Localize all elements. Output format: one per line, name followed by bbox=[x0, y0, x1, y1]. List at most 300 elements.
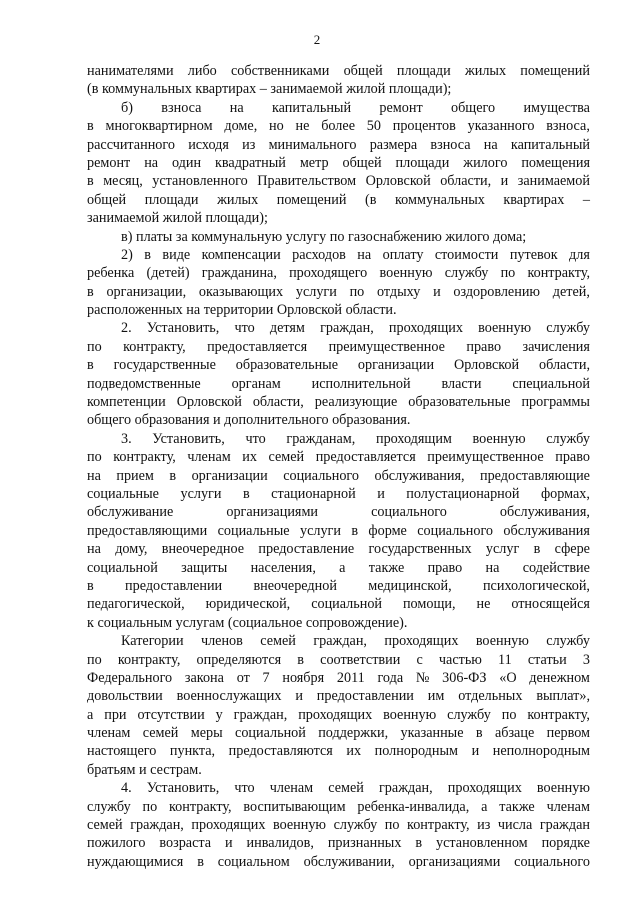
text-word: проходящих bbox=[191, 817, 266, 834]
text-word: реализующие bbox=[314, 394, 398, 411]
text-word: более bbox=[321, 118, 355, 135]
text-word: коммунальных bbox=[395, 191, 485, 208]
text-word: и bbox=[377, 485, 385, 502]
text-word: полнородным bbox=[374, 743, 459, 760]
text-word: что bbox=[234, 780, 255, 797]
text-word: указанного bbox=[467, 118, 535, 135]
text-line bbox=[87, 154, 590, 172]
text-word: настоящего bbox=[87, 743, 157, 760]
text-word: из bbox=[242, 136, 256, 153]
text-word: по bbox=[501, 706, 517, 723]
text-word: и bbox=[433, 283, 441, 300]
text-word: социальные bbox=[87, 485, 159, 502]
text-word: формах, bbox=[540, 485, 590, 502]
text-word: области, bbox=[539, 357, 590, 374]
text-word: подведомственные bbox=[87, 375, 201, 392]
text-word: право bbox=[427, 559, 463, 576]
text-word: организации bbox=[191, 467, 268, 484]
text-word: членам bbox=[187, 449, 231, 466]
text-word: право bbox=[466, 338, 502, 355]
text-word: прием bbox=[116, 467, 154, 484]
text-word: частью bbox=[438, 651, 482, 668]
text-word: в bbox=[87, 173, 94, 190]
text-word: организации, bbox=[106, 283, 187, 300]
text-run: к социальным услугам (социальное сопровождение). bbox=[87, 614, 408, 631]
text-word: гражданам, bbox=[286, 430, 356, 447]
text-word: размера bbox=[369, 136, 418, 153]
text-word: меры bbox=[190, 725, 223, 742]
text-word: б) bbox=[121, 99, 133, 116]
text-word: нуждающимися bbox=[87, 853, 184, 870]
text-word: проходящих bbox=[447, 780, 522, 797]
text-word: на bbox=[144, 154, 159, 171]
text-word: 2011 bbox=[336, 669, 365, 686]
text-word: помощи, bbox=[402, 596, 456, 613]
text-word: площади bbox=[396, 63, 451, 79]
text-word: первом bbox=[546, 725, 590, 742]
text-run: в) платы за коммунальную услугу по газоснабжению жилого дома; bbox=[121, 228, 527, 245]
text-word: исходя bbox=[188, 136, 229, 153]
text-word: поддержки, bbox=[318, 725, 389, 742]
text-word: помещений bbox=[520, 63, 590, 79]
text-word: социального bbox=[514, 853, 590, 870]
text-word: проходящих bbox=[388, 320, 463, 337]
text-word: взноса bbox=[161, 99, 202, 116]
text-word: общей bbox=[343, 63, 383, 79]
text-word: жилых bbox=[464, 63, 507, 79]
text-word: 2) bbox=[121, 246, 133, 263]
text-word: службу bbox=[447, 706, 491, 723]
text-word: пункта, bbox=[169, 743, 216, 760]
text-word: социальной bbox=[87, 559, 158, 576]
text-word: членам bbox=[546, 798, 590, 815]
text-word: инвалидов, bbox=[246, 835, 314, 852]
text-word: и bbox=[471, 743, 480, 760]
text-line bbox=[87, 687, 590, 705]
text-word: 50 bbox=[366, 118, 381, 135]
text-word: площади bbox=[395, 154, 450, 171]
text-word: общего bbox=[451, 99, 496, 116]
text-word: по bbox=[349, 283, 365, 300]
text-word: их bbox=[242, 449, 257, 466]
text-word: контракту, bbox=[527, 706, 590, 723]
text-word: виде bbox=[162, 246, 191, 263]
text-word: форме bbox=[368, 522, 407, 539]
text-word: по bbox=[87, 651, 102, 668]
text-word: социального bbox=[371, 504, 447, 521]
text-word: организациями bbox=[408, 853, 501, 870]
text-word: обслуживание bbox=[87, 504, 174, 521]
text-word: в bbox=[242, 485, 250, 502]
text-word: а bbox=[87, 706, 94, 723]
text-word: организации bbox=[357, 357, 435, 374]
text-word: также bbox=[499, 798, 535, 815]
text-word: у bbox=[215, 706, 223, 723]
text-line bbox=[87, 319, 590, 337]
text-word: закона bbox=[184, 669, 224, 686]
text-word: их bbox=[346, 743, 362, 760]
text-word: услуги bbox=[299, 522, 341, 539]
text-word: гражданина, bbox=[201, 265, 277, 282]
text-word: отдельных bbox=[458, 688, 523, 705]
text-word: воспитывающим bbox=[243, 798, 346, 815]
text-word: предоставляется bbox=[207, 338, 308, 355]
text-word: – bbox=[582, 191, 590, 208]
text-run: братьям и сестрам. bbox=[87, 761, 202, 778]
text-word: Установить, bbox=[152, 430, 225, 447]
text-word: компенсации bbox=[201, 246, 281, 263]
text-word: преимущественное bbox=[328, 338, 445, 355]
text-word: граждан, bbox=[313, 633, 367, 650]
text-word: содействие bbox=[522, 559, 590, 576]
text-word: проходящего bbox=[289, 265, 368, 282]
text-word: контракту, bbox=[169, 798, 232, 815]
text-word: в bbox=[169, 467, 177, 484]
text-word: семей bbox=[328, 780, 364, 797]
text-word: службу bbox=[444, 265, 489, 282]
text-word: детей, bbox=[552, 283, 590, 300]
text-word: в bbox=[415, 835, 423, 852]
text-word: на bbox=[357, 246, 372, 263]
text-word: 3. bbox=[121, 430, 132, 447]
text-word: в bbox=[87, 283, 94, 300]
text-word: порядке bbox=[541, 835, 590, 852]
text-word: в bbox=[297, 651, 304, 668]
text-word: на bbox=[229, 99, 244, 116]
text-word: службу bbox=[87, 798, 131, 815]
text-word: процентов bbox=[392, 118, 456, 135]
text-word: зачисления bbox=[522, 338, 590, 355]
text-word: специальной bbox=[512, 375, 590, 392]
text-word: обслуживании, bbox=[303, 853, 395, 870]
text-line bbox=[87, 595, 590, 613]
text-word: на bbox=[87, 467, 101, 484]
text-word: семей bbox=[260, 633, 296, 650]
text-word: возраста bbox=[159, 835, 212, 852]
text-word: Орловской bbox=[454, 357, 520, 374]
text-line bbox=[87, 632, 590, 650]
text-word: путевок bbox=[509, 246, 558, 263]
text-word: Орловской bbox=[365, 173, 431, 190]
text-word: стоимости bbox=[434, 246, 499, 263]
text-line bbox=[87, 338, 590, 356]
text-word: нанимателями bbox=[87, 63, 174, 79]
text-word: статьи bbox=[527, 651, 567, 668]
text-word: числа bbox=[497, 817, 533, 834]
text-word: стационарной bbox=[271, 485, 356, 502]
text-word: социального bbox=[283, 467, 359, 484]
text-word: 3 bbox=[582, 651, 590, 668]
text-word: предоставляющими bbox=[87, 522, 208, 539]
text-word: в bbox=[351, 522, 359, 539]
text-word: организациями bbox=[226, 504, 319, 521]
text-word: им bbox=[427, 688, 445, 705]
text-word: контракту, bbox=[527, 265, 590, 282]
text-word: ремонт bbox=[87, 154, 131, 171]
text-word: по bbox=[87, 338, 102, 355]
text-word: капитальный bbox=[510, 136, 590, 153]
text-word: Федерального bbox=[87, 669, 173, 686]
text-word: пожилого bbox=[87, 835, 146, 852]
text-word: граждан, bbox=[130, 817, 184, 834]
text-word: власти bbox=[441, 375, 482, 392]
text-word: защиты bbox=[181, 559, 228, 576]
text-word: военную bbox=[272, 817, 327, 834]
text-line bbox=[87, 228, 590, 246]
text-word: не bbox=[295, 118, 310, 135]
text-word: военную bbox=[478, 320, 532, 337]
text-word: ноября bbox=[282, 669, 325, 686]
text-word: довольствии bbox=[87, 688, 163, 705]
text-word: контракту, bbox=[407, 817, 470, 834]
text-word: полустационарной bbox=[406, 485, 520, 502]
text-word: военную bbox=[472, 430, 526, 447]
text-line bbox=[87, 301, 590, 319]
text-word: метр bbox=[299, 154, 329, 171]
text-word: военную bbox=[383, 706, 437, 723]
text-word: по bbox=[87, 449, 102, 466]
text-word: членам bbox=[269, 780, 314, 797]
text-line bbox=[87, 448, 590, 466]
text-word: психологической, bbox=[482, 577, 590, 594]
text-word: медицинской, bbox=[368, 577, 452, 594]
text-word: службу bbox=[333, 817, 378, 834]
text-word: по bbox=[500, 265, 516, 282]
text-line bbox=[87, 559, 590, 577]
text-word: по bbox=[384, 817, 400, 834]
text-word: (детей) bbox=[146, 265, 190, 282]
text-line bbox=[87, 577, 590, 595]
text-word: в bbox=[533, 541, 541, 558]
text-word: отсутствии bbox=[137, 706, 205, 723]
text-line bbox=[87, 191, 590, 209]
text-line bbox=[87, 724, 590, 742]
text-line bbox=[87, 614, 590, 632]
text-word: квартирах bbox=[503, 191, 565, 208]
text-word: указанные bbox=[400, 725, 464, 742]
text-word: преимущественное bbox=[427, 449, 544, 466]
text-word: предоставляются bbox=[228, 743, 333, 760]
text-line bbox=[87, 761, 590, 779]
text-word: либо bbox=[187, 63, 217, 79]
text-word: социального bbox=[417, 522, 494, 539]
text-word: Правительством bbox=[257, 173, 357, 190]
text-word: исполнительной bbox=[311, 375, 411, 392]
text-line bbox=[87, 834, 590, 852]
text-word: с bbox=[416, 651, 423, 668]
text-line bbox=[87, 540, 590, 558]
text-word: военнослужащих bbox=[176, 688, 282, 705]
text-word: социальной bbox=[311, 596, 383, 613]
text-line bbox=[87, 356, 590, 374]
text-word: но bbox=[269, 118, 284, 135]
text-word: на bbox=[87, 541, 101, 558]
text-word: в bbox=[87, 357, 94, 374]
text-line bbox=[87, 209, 590, 227]
text-word: что bbox=[245, 430, 266, 447]
text-word: в bbox=[144, 246, 151, 263]
text-word: капитальный bbox=[272, 99, 352, 116]
text-word: предоставляется bbox=[315, 449, 416, 466]
text-word: граждан, bbox=[320, 320, 374, 337]
text-word: дому, bbox=[115, 541, 148, 558]
text-word: по bbox=[142, 798, 158, 815]
text-word: при bbox=[104, 706, 127, 723]
text-word: отдыху bbox=[377, 283, 421, 300]
text-word: оплату bbox=[382, 246, 424, 263]
text-line bbox=[87, 136, 590, 154]
text-word: соответствии bbox=[320, 651, 401, 668]
text-line bbox=[87, 411, 590, 429]
text-word: социальные bbox=[217, 522, 290, 539]
text-word: сфере bbox=[554, 541, 590, 558]
text-word: военную bbox=[379, 265, 433, 282]
text-word: обслуживания bbox=[503, 522, 590, 539]
text-line bbox=[87, 816, 590, 834]
text-word: взноса, bbox=[546, 118, 590, 135]
text-word: доме, bbox=[224, 118, 258, 135]
text-word: оказывающих bbox=[198, 283, 284, 300]
text-word: предоставление bbox=[258, 541, 355, 558]
text-word: проходящим bbox=[375, 430, 452, 447]
text-line bbox=[87, 80, 590, 98]
text-line bbox=[87, 172, 590, 190]
text-line bbox=[87, 522, 590, 540]
text-word: Орловской bbox=[176, 394, 242, 411]
text-word: имущества bbox=[523, 99, 590, 116]
text-line bbox=[87, 393, 590, 411]
text-word: жилых bbox=[217, 191, 259, 208]
text-word: многоквартирном bbox=[105, 118, 213, 135]
text-word: Установить, bbox=[146, 780, 220, 797]
text-line bbox=[87, 246, 590, 264]
text-word: граждан, bbox=[233, 706, 288, 723]
text-word: собственниками bbox=[231, 63, 330, 79]
text-word: Установить, bbox=[146, 320, 220, 337]
text-word: установленном bbox=[436, 835, 528, 852]
text-word: членам bbox=[87, 725, 131, 742]
text-line bbox=[87, 283, 590, 301]
text-word: службу bbox=[546, 633, 590, 650]
text-word: граждан, bbox=[378, 780, 433, 797]
text-word: право bbox=[555, 449, 590, 466]
text-word: обслуживания, bbox=[499, 504, 590, 521]
text-word: один bbox=[172, 154, 202, 171]
text-word: области, bbox=[440, 173, 492, 190]
text-word: для bbox=[569, 246, 590, 263]
text-word: военную bbox=[536, 780, 590, 797]
text-word: и bbox=[225, 835, 233, 852]
text-word: государственных bbox=[368, 541, 472, 558]
text-word: площади bbox=[144, 191, 199, 208]
text-run: общего образования и дополнительного образования. bbox=[87, 412, 411, 429]
text-word: из bbox=[477, 817, 491, 834]
text-line bbox=[87, 467, 590, 485]
text-word: 2. bbox=[121, 320, 132, 337]
text-line bbox=[87, 779, 590, 797]
text-word: военную bbox=[475, 633, 529, 650]
text-run: расположенных на территории Орловской области. bbox=[87, 302, 397, 319]
text-word: оздоровлению bbox=[453, 283, 541, 300]
text-word: а bbox=[339, 559, 346, 576]
text-word: помещений bbox=[276, 191, 347, 208]
text-word: услуги bbox=[295, 283, 337, 300]
text-word: населения, bbox=[250, 559, 316, 576]
text-word: расходов bbox=[292, 246, 346, 263]
text-line bbox=[87, 706, 590, 724]
text-line bbox=[87, 669, 590, 687]
text-word: и bbox=[295, 688, 303, 705]
text-word: контракту, bbox=[117, 651, 181, 668]
text-run: занимаемой жилой площади); bbox=[87, 210, 268, 227]
text-word: месяц, bbox=[103, 173, 143, 190]
text-word: в bbox=[87, 577, 94, 594]
text-word: области, bbox=[252, 394, 304, 411]
text-word: рассчитанного bbox=[87, 136, 175, 153]
text-word: 306-ФЗ bbox=[442, 669, 487, 686]
text-line bbox=[87, 798, 590, 816]
text-word: на bbox=[485, 559, 500, 576]
text-word: программы bbox=[521, 394, 590, 411]
text-word: на bbox=[483, 136, 498, 153]
text-word: выплат», bbox=[536, 688, 590, 705]
text-word: квадратный bbox=[215, 154, 286, 171]
text-word: службу bbox=[546, 320, 590, 337]
text-word: установленного bbox=[152, 173, 248, 190]
text-word: проходящих bbox=[298, 706, 373, 723]
text-word: неполнородным bbox=[492, 743, 590, 760]
text-word: внеочередное bbox=[161, 541, 245, 558]
text-word: в bbox=[197, 853, 204, 870]
text-word: граждан bbox=[539, 817, 590, 834]
text-word: 11 bbox=[498, 651, 512, 668]
text-word: ремонт bbox=[379, 99, 423, 116]
text-word: контракту, bbox=[123, 338, 186, 355]
document-body bbox=[87, 62, 590, 871]
text-word: проходящих bbox=[384, 633, 459, 650]
text-word: общей bbox=[342, 154, 382, 171]
text-word: Категории bbox=[121, 633, 184, 650]
text-word: а bbox=[481, 798, 488, 815]
text-word: педагогической, bbox=[87, 596, 185, 613]
text-word: предоставлении bbox=[316, 688, 414, 705]
text-word: денежном bbox=[529, 669, 590, 686]
text-word: абзаце bbox=[494, 725, 535, 742]
text-word: семей bbox=[268, 449, 305, 466]
text-word: ребенка-инвалида, bbox=[357, 798, 470, 815]
text-word: и bbox=[500, 173, 509, 190]
text-word: определяются bbox=[196, 651, 282, 668]
text-line bbox=[87, 485, 590, 503]
text-line bbox=[87, 62, 590, 80]
text-word: компетенции bbox=[87, 394, 166, 411]
text-word: признанных bbox=[327, 835, 402, 852]
text-word: общей bbox=[87, 191, 127, 208]
text-word: членов bbox=[200, 633, 243, 650]
text-word: предоставляющие bbox=[480, 467, 590, 484]
text-word: обслуживания, bbox=[374, 467, 465, 484]
text-word: в bbox=[87, 118, 94, 135]
text-word: внеочередной bbox=[253, 577, 337, 594]
text-word: государственные bbox=[113, 357, 216, 374]
text-word: (в bbox=[365, 191, 377, 208]
text-word: не bbox=[476, 596, 491, 613]
text-word: услуги bbox=[180, 485, 222, 502]
text-word: № bbox=[415, 669, 430, 686]
text-word: образовательные bbox=[408, 394, 511, 411]
text-word: года bbox=[377, 669, 404, 686]
text-word: в bbox=[475, 725, 483, 742]
